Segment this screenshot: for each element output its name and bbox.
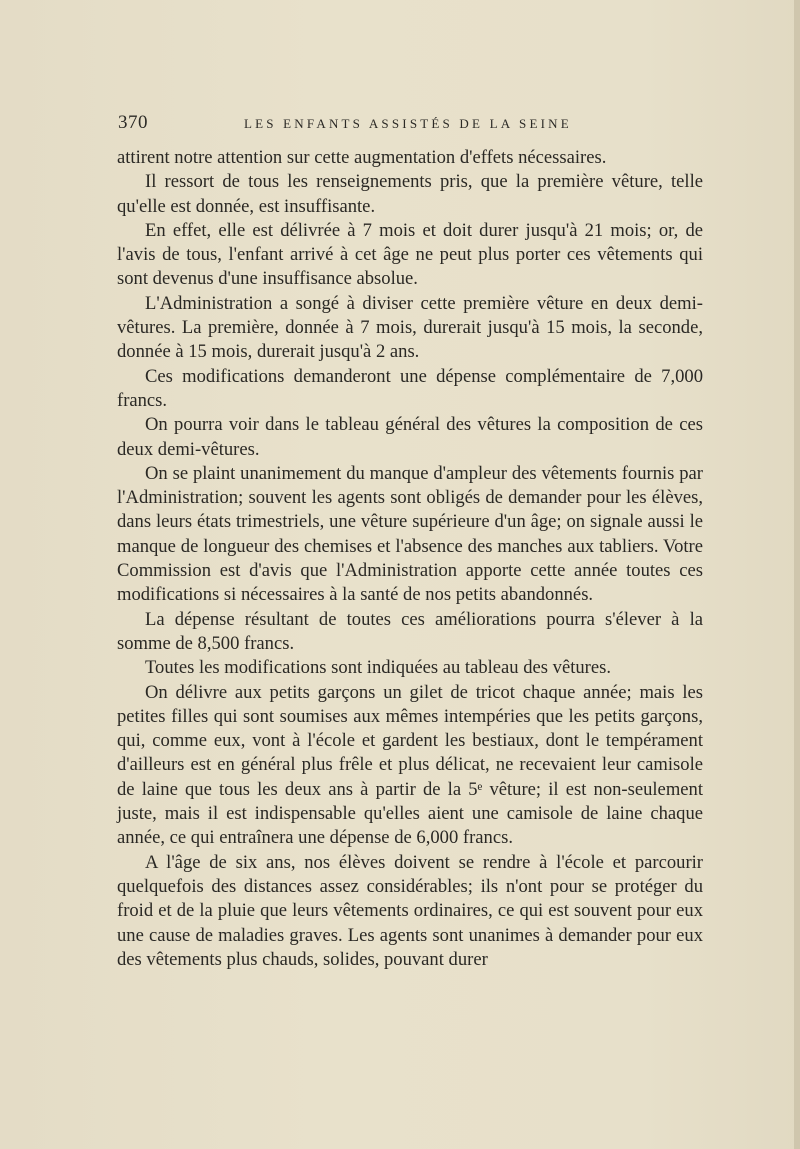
paragraph: A l'âge de six ans, nos élèves doivent se rendre à l'école et parcourir quelquefois des distances assez considérables; ils n'ont pour se protéger du froid et de la pluie que leurs vêtements ordinaires, ce qui est souvent pour eux une cause de maladies graves. Les agents sont unanimes à demander pour eux des vêtements plus chauds, solides, pouvant durer: [117, 851, 703, 970]
paragraph: On pourra voir dans le tableau général des vêtures la composition de ces deux demi-vêtures.: [117, 414, 703, 460]
page-header: [118, 112, 702, 136]
paragraph: Ces modifications demanderont une dépense complémentaire de 7,000 francs.: [117, 365, 703, 411]
paragraph: Il ressort de tous les renseignements pris, que la première vêture, telle qu'elle est donnée, est insuffisante.: [117, 171, 703, 217]
paragraph: On se plaint unanimement du manque d'ampleur des vêtements fournis par l'Administration; souvent les agents sont obligés de demander pour les élèves, dans leurs états trimestriels, une vêture supérieure d'un âge; on signale aussi le manque de longueur des chemises et l'absence des manches aux tabliers. Votre Commission est d'avis que l'Administration apporte cette année toutes ces modifications si nécessaires à la santé de nos petits abandonnés.: [117, 462, 703, 606]
paragraph: La dépense résultant de toutes ces améliorations pourra s'élever à la somme de 8,500 francs.: [117, 608, 703, 654]
page-number: 370: [118, 112, 148, 133]
paragraph: attirent notre attention sur cette augmentation d'effets nécessaires.: [117, 147, 607, 168]
body-text: [117, 146, 703, 972]
paragraph: Toutes les modifications sont indiquées au tableau des vêtures.: [145, 657, 612, 679]
paragraph: En effet, elle est délivrée à 7 mois et doit durer jusqu'à 21 mois; or, de l'avis de tous, l'enfant arrivé à cet âge ne peut plus porter ces vêtements qui sont devenus d'une insuffisance absolue.: [117, 219, 703, 290]
paragraph: On délivre aux petits garçons un gilet de tricot chaque année; mais les petites filles qui sont soumises aux mêmes intempéries que les petits garçons, qui, comme eux, vont à l'école et gardent les bestiaux, dont le tempérament d'ailleurs est en général plus frêle et plus délicat, ne recevaient leur camisole de laine que tous les deux ans à partir de la 5ᵉ vêture; il est non-seulement juste, mais il est indispensable qu'elles aient une camisole de laine chaque année, ce qui entraînera une dépense de 6,000 francs.: [117, 681, 703, 849]
paragraph: L'Administration a songé à diviser cette première vêture en deux demi-vêtures. La première, donnée à 7 mois, durerait jusqu'à 15 mois, la seconde, donnée à 15 mois, durerait jusqu'à 2 ans.: [117, 292, 703, 363]
page-edge: [794, 0, 800, 1149]
running-title: LES ENFANTS ASSISTÉS DE LA SEINE: [244, 116, 572, 131]
